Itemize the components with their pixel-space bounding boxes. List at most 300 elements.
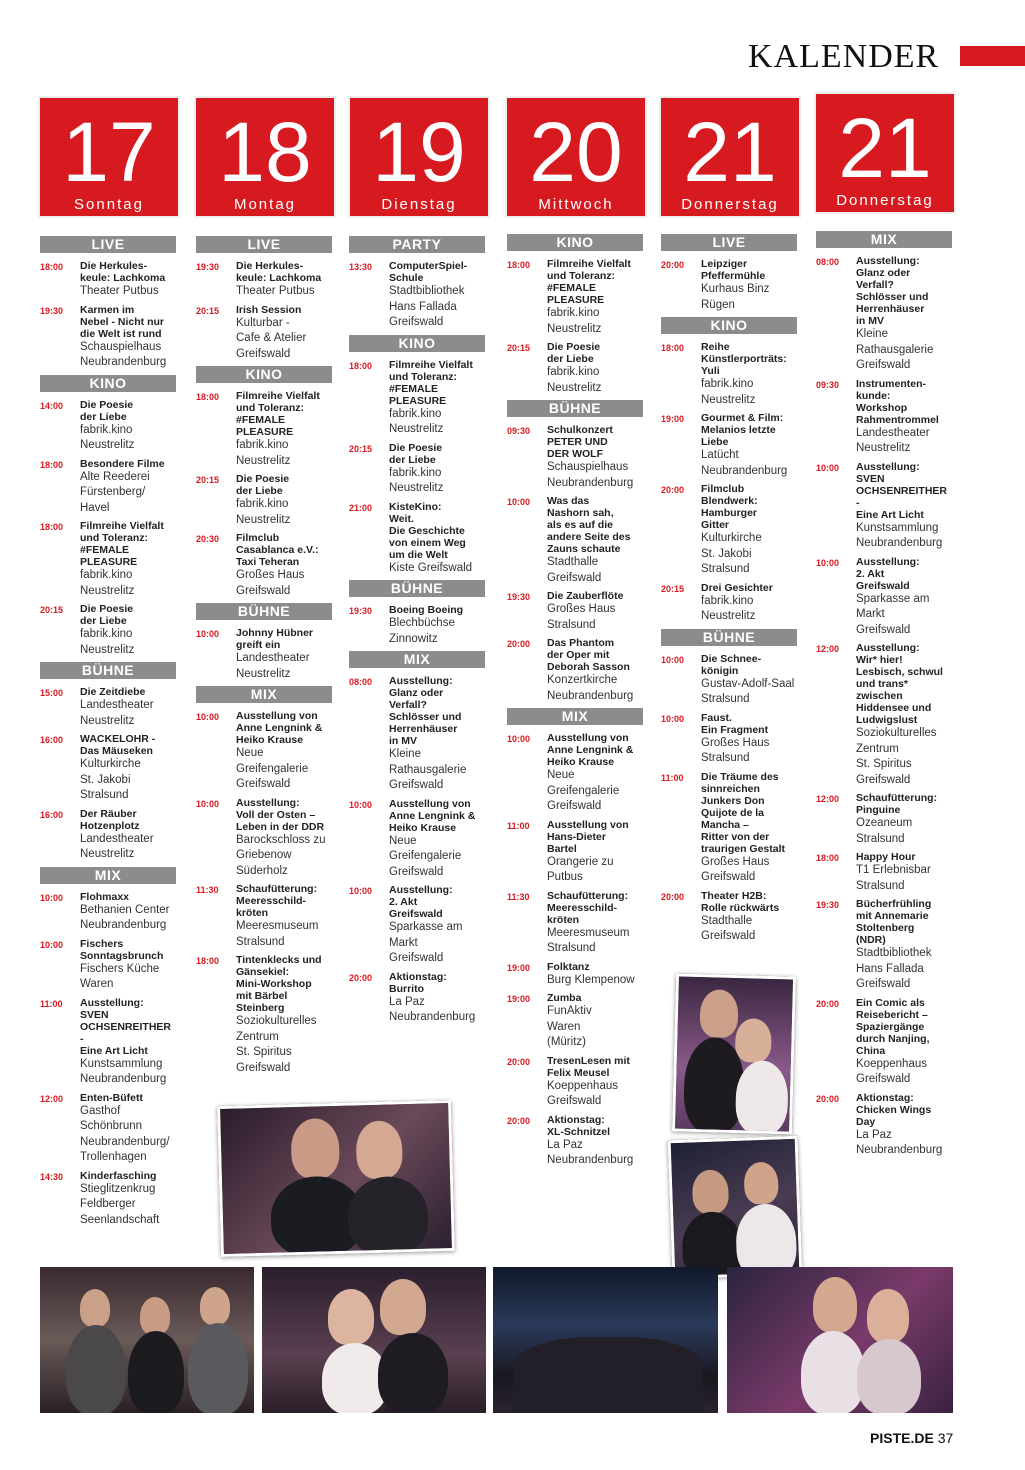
category-header: KINO [661,317,797,334]
event-time: 10:00 [507,734,531,744]
event-title: Boeing Boeing [389,604,464,616]
event-body [236,304,332,363]
event-time: 11:30 [507,891,530,902]
event-body [389,798,485,881]
event-time: 12:00 [40,1093,64,1104]
event-body [547,890,643,957]
date-number: 20 [529,105,623,199]
event-time: 08:00 [816,257,840,267]
event-title: Die Poesie der Liebe [80,603,134,627]
event-time: 20:30 [196,534,220,544]
event-item [507,495,643,586]
event-body [856,997,952,1088]
event-time: 10:00 [661,654,685,665]
event-title: Besondere Filme [80,457,165,470]
event-body [389,884,485,967]
date-number: 17 [62,105,156,199]
event-title: Filmreihe Vielfalt und Toleranz: #FEMALE PLEASURE [389,358,473,407]
event-title: Reihe Künstlerporträts: Yuli [701,341,787,377]
date-number: 21 [838,101,932,195]
event-item [816,851,952,894]
event-item [507,424,643,491]
event-title: Ausstellung: 2. Akt Greifswald [389,884,453,920]
event-time: 20:15 [196,305,220,316]
event-title: Faust. Ein Fragment [701,711,769,736]
event-time: 19:30 [196,262,220,272]
event-title: Ausstellung von Anne Lengnink & Heiko Krause [547,732,634,768]
event-item [196,260,332,300]
party-photo-2 [672,973,796,1134]
date-box-2 [196,98,334,216]
event-body [547,1114,643,1169]
day-column-thursday [661,232,797,949]
category-header: KINO [40,375,176,392]
event-location: fabrik.kino Neustrelitz [80,628,135,656]
event-title: Leipziger Pfeffermühle [701,258,766,282]
event-item [816,1092,952,1159]
event-title: WACKELOHR - Das Mäuseken [80,733,156,757]
event-time: 18:00 [196,956,220,966]
event-location: Stadthalle Greifswald [701,914,756,942]
event-body [701,653,797,708]
footer-page-number: 37 [937,1430,954,1446]
event-time: 19:00 [507,962,531,973]
event-item [349,884,485,967]
event-item [349,971,485,1026]
event-item [661,341,797,408]
date-weekday: Montag [233,196,297,213]
event-location: Kunstsammlung Neubrandenburg [856,521,943,549]
event-title: Gourmet & Film: Melanios letzte Liebe [701,412,784,448]
event-location: Barockschloss zu Griebenow Süderholz [236,833,326,877]
event-time: 10:00 [349,886,373,896]
event-location: Kulturkirche St. Jakobi Stralsund [701,532,762,575]
event-time: 19:30 [507,592,531,602]
event-body [236,532,332,599]
page-footer [870,1430,953,1446]
event-title: Die Poesie der Liebe [236,473,290,497]
event-time: 20:00 [661,485,685,495]
event-body [701,412,797,479]
event-location: Kiste Greifswald [389,561,473,574]
event-body [701,582,797,625]
category-header: MIX [196,686,332,703]
event-time: 10:00 [196,798,220,809]
event-item [816,642,952,788]
event-title: Johnny Hübner greift ein [236,627,314,651]
event-body [80,891,176,934]
event-title: Ausstellung: Wir* hier! Lesbisch, schwul und trans* zwischen Hiddensee und Ludwigslust [856,642,943,726]
event-item [816,898,952,993]
event-time: 20:00 [816,1093,840,1104]
event-title: Filmreihe Vielfalt und Toleranz: #FEMALE PLEASURE [236,390,320,438]
event-location: Stadthalle Greifswald [547,556,602,584]
event-time: 18:00 [40,262,64,272]
event-time: 18:00 [40,459,64,470]
event-title: Happy Hour [856,851,916,863]
day-column-wednesday [507,232,643,1173]
event-item [196,710,332,793]
event-body [856,792,952,847]
event-title: TresenLesen mit Felix Meusel [547,1054,630,1079]
event-body [547,590,643,633]
event-title: Ausstellung von Anne Lengnink & Heiko Krause [389,797,476,834]
event-title: Ausstellung von Hans-Dieter Bartel [547,818,629,855]
event-item [40,1092,176,1166]
event-item [661,258,797,313]
event-time: 09:30 [507,426,531,436]
event-item [40,1170,176,1229]
event-body [80,603,176,658]
event-item [507,590,643,633]
event-time: 10:00 [816,557,840,568]
event-body [856,255,952,374]
event-location: Theater Putbus [80,285,159,297]
event-item [40,686,176,729]
event-time: 14:30 [40,1171,64,1182]
event-location: Koeppenhaus Greifswald [547,1079,618,1107]
event-location: fabrik.kino Neustrelitz [547,366,602,394]
event-title: Ausstellung: SVEN OCHSENREITHER - Eine Art Licht [856,460,948,521]
event-title: Folktanz [547,960,590,973]
event-item [816,997,952,1088]
event-location: Stadtbibliothek Hans Fallada Greifswald [856,947,932,990]
event-time: 18:00 [349,360,373,371]
event-time: 10:00 [816,462,840,473]
event-location: FunAktiv Waren (Müritz) [547,1005,592,1048]
event-title: Tintenklecks und Gänsekiel: Mini-Workshop mit Bärbel Steinberg [236,954,322,1014]
event-item [40,520,176,599]
event-title: Aktionstag: Burrito [389,970,447,995]
event-item [507,890,643,957]
party-photo-6 [493,1267,718,1413]
date-weekday: Donnerstag [681,196,779,213]
event-time: 20:15 [349,443,373,454]
category-header: MIX [507,708,643,725]
event-location: fabrik.kino Neustrelitz [80,423,135,451]
event-location: fabrik.kino Neustrelitz [701,378,756,406]
event-location: fabrik.kino Neustrelitz [80,569,135,597]
event-title: Enten-Büfett [80,1091,143,1104]
event-time: 10:00 [661,713,685,724]
event-item [349,675,485,794]
event-title: Die Zeitdiebe [80,686,146,698]
event-location: fabrik.kino Neustrelitz [389,466,444,494]
event-body [389,442,485,497]
event-time: 12:00 [816,644,840,654]
event-body [80,399,176,454]
event-title: ComputerSpiel- Schule [389,260,468,284]
category-header: MIX [40,867,176,884]
event-location: Soziokulturelles Zentrum St. Spiritus Greifswald [856,727,937,786]
event-title: Schaufütterung: Meeresschild- kröten [547,889,629,926]
event-location: Landestheater Neustrelitz [236,652,310,680]
event-title: Bücherfrühling mit Annemarie Stoltenberg (NDR) [856,898,932,946]
event-location: Gasthof Schönbrunn Neubrandenburg/ Trollenhagen [80,1104,170,1163]
event-location: Soziokulturelles Zentrum St. Spiritus Greifswald [236,1015,317,1074]
event-location: Fischers Küche Waren [80,962,160,990]
event-location: Neue Greifengalerie Greifswald [389,834,462,878]
event-body [701,341,797,408]
event-location: Theater Putbus [236,285,315,297]
event-title: Ausstellung: 2. Akt Greifswald [856,555,920,592]
date-weekday: Sonntag [74,196,144,213]
event-item [196,954,332,1076]
event-location: Gustav-Adolf-Saal Stralsund [701,677,795,705]
category-header: BÜHNE [661,629,797,646]
event-item [349,359,485,438]
event-item [349,798,485,881]
event-item [349,604,485,647]
party-photo-7 [727,1267,953,1413]
event-time: 20:15 [507,343,531,353]
event-location: Blechbüchse Zinnowitz [389,617,455,645]
event-title: Die Poesie der Liebe [389,441,443,466]
event-location: Landestheater Neustrelitz [80,832,154,860]
event-time: 20:15 [661,583,685,594]
party-photo-4 [40,1267,254,1413]
event-location: Latücht Neubrandenburg [701,449,788,477]
event-location: Kulturbar - Cafe & Atelier Greifswald [236,316,307,360]
event-title: Ausstellung: Glanz oder Verfall? Schlösser und Herrenhäuser in MV [389,675,462,747]
event-location: Großes Haus Stralsund [701,736,770,764]
event-body [547,992,643,1051]
category-header: LIVE [40,236,176,253]
event-item [40,304,176,371]
event-time: 11:30 [196,885,219,895]
event-item [507,961,643,989]
event-location: Landestheater Neustrelitz [80,699,154,727]
event-time: 10:00 [40,892,64,903]
event-body [389,501,485,577]
event-item [196,390,332,469]
event-location: Landestheater Neustrelitz [856,426,930,454]
event-title: Schulkonzert PETER UND DER WOLF [547,424,613,460]
event-time: 18:00 [661,343,685,353]
event-time: 20:00 [816,998,840,1009]
event-location: Neue Greifengalerie Greifswald [236,747,309,790]
event-body [80,1092,176,1166]
event-title: Ausstellung: SVEN OCHSENREITHER - Eine Art Licht [80,996,172,1057]
event-item [40,808,176,863]
event-item [507,637,643,704]
event-item [349,260,485,331]
event-body [547,961,643,989]
event-item [196,797,332,880]
event-body [236,627,332,682]
event-location: Großes Haus Stralsund [547,603,616,631]
event-location: La Paz Neubrandenburg [547,1138,634,1166]
event-body [547,637,643,704]
event-body [80,458,176,517]
event-time: 21:00 [349,502,373,513]
event-body [701,483,797,578]
event-body [236,473,332,528]
event-item [661,712,797,767]
event-title: Flohmaxx [80,890,130,903]
event-location: Meeresmuseum Stralsund [236,920,319,948]
event-location: Burg Klempenow [547,973,635,986]
category-header: MIX [816,231,952,248]
event-item [661,653,797,708]
date-box-5 [661,98,799,216]
event-body [80,733,176,804]
event-location: Orangerie zu Putbus [547,855,614,883]
event-item [40,938,176,993]
event-time: 12:00 [816,794,840,804]
event-title: Die Träume des sinnreichen Junkers Don Quijote de la Mancha – Ritter von der traurigen Gestalt [701,770,786,855]
date-weekday: Mittwoch [538,196,614,213]
event-body [547,258,643,337]
event-title: Ausstellung: Glanz oder Verfall? Schlösser und Herrenhäuser in MV [856,255,929,327]
header-accent-bar [960,46,1025,66]
event-location: Alte Reederei Fürstenberg/ Havel [80,470,150,514]
event-time: 18:00 [507,260,531,270]
event-item [40,603,176,658]
event-body [856,378,952,457]
event-item [661,771,797,886]
date-number: 19 [372,105,466,199]
event-item [661,890,797,945]
event-body [389,359,485,438]
event-item [507,258,643,337]
event-body [80,808,176,863]
event-time: 11:00 [507,820,530,831]
event-location: La Paz Neubrandenburg [856,1128,943,1156]
event-time: 19:30 [349,606,373,616]
event-location: Großes Haus Greifswald [236,569,305,597]
event-item [507,992,643,1051]
party-photo-3 [668,1136,803,1279]
event-item [816,556,952,639]
event-location: Stadtbibliothek Hans Fallada Greifswald [389,285,465,328]
category-header: MIX [349,651,485,668]
event-location: La Paz Neubrandenburg [389,995,476,1023]
event-item [40,997,176,1088]
event-body [856,898,952,993]
event-time: 16:00 [40,735,64,745]
category-header: LIVE [661,234,797,251]
event-title: Drei Gesichter [701,581,773,594]
event-item [349,501,485,577]
event-body [701,890,797,945]
event-item [196,304,332,363]
event-location: Konzertkirche Neubrandenburg [547,674,634,702]
event-title: Zumba [547,992,582,1004]
event-time: 20:00 [507,1056,531,1067]
event-time: 10:00 [196,629,220,639]
event-location: Ozeaneum Stralsund [856,817,913,845]
event-time: 20:00 [661,891,685,902]
event-item [40,399,176,454]
category-header: BÜHNE [349,580,485,597]
event-item [816,255,952,374]
event-time: 20:00 [507,639,531,649]
event-time: 20:00 [661,260,685,270]
event-location: Meeresmuseum Stralsund [547,926,630,954]
event-location: Kleine Rathausgalerie Greifswald [856,328,934,371]
event-item [196,473,332,528]
event-title: Theater H2B: Rolle rückwärts [701,889,780,914]
event-body [80,997,176,1088]
event-body [547,819,643,886]
event-item [507,732,643,815]
event-body [80,1170,176,1229]
event-item [40,733,176,804]
event-title: Fischers Sonntagsbrunch [80,937,164,962]
event-location: Sparkasse am Markt Greifswald [856,592,930,636]
event-item [661,412,797,479]
event-body [236,797,332,880]
category-header: KINO [196,366,332,383]
event-body [236,954,332,1076]
event-item [40,458,176,517]
event-title: Aktionstag: XL-Schnitzel [547,1113,611,1138]
event-time: 18:00 [196,392,220,402]
event-title: Filmclub Casablanca e.V.: Taxi Teheran [236,532,319,568]
event-item [40,891,176,934]
event-title: Was das Nashorn sah, als es auf die andere Seite des Zauns schaute [547,495,631,555]
event-time: 19:30 [816,900,840,910]
event-body [80,686,176,729]
event-title: Kinderfasching [80,1169,157,1182]
event-time: 11:00 [661,772,684,783]
event-time: 13:30 [349,262,373,272]
event-body [547,495,643,586]
event-item [816,792,952,847]
event-title: Ausstellung von Anne Lengnink & Heiko Krause [236,710,323,746]
event-body [701,712,797,767]
event-location: Kurhaus Binz Rügen [701,283,770,311]
date-box-4 [507,98,645,216]
event-item [507,341,643,396]
event-item [816,378,952,457]
category-header: KINO [349,335,485,352]
day-column-sunday [40,234,176,1232]
event-title: Irish Session [236,303,302,316]
event-location: fabrik.kino Neustrelitz [389,407,444,435]
date-weekday: Donnerstag [836,192,934,209]
event-body [236,710,332,793]
date-number: 21 [683,105,777,199]
category-header: PARTY [349,236,485,253]
event-item [816,461,952,552]
category-header: KINO [507,234,643,251]
event-body [80,260,176,300]
event-title: KisteKino: Weit. Die Geschichte von einem Weg um die Welt [389,500,466,561]
event-item [507,1055,643,1110]
event-item [507,819,643,886]
event-body [389,675,485,794]
event-item [40,260,176,300]
event-item [661,483,797,578]
event-body [547,732,643,815]
footer-site: PISTE.DE [870,1430,934,1446]
event-body [80,304,176,371]
event-location: Schauspielhaus Neubrandenburg [547,461,634,489]
event-location: T1 Erlebnisbar Stralsund [856,864,931,892]
event-title: Schaufütterung: Pinguine [856,792,938,816]
event-location: Schauspielhaus Neubrandenburg [80,340,167,368]
event-location: Kleine Rathausgalerie Greifswald [389,748,467,791]
event-title: Ausstellung: Voll der Osten – Leben in der DDR [236,796,325,833]
date-box-1 [40,98,178,216]
event-title: Die Poesie der Liebe [547,341,601,365]
event-title: Der Räuber Hotzenplotz [80,807,140,832]
event-body [856,461,952,552]
event-time: 08:00 [349,677,373,687]
event-location: Kulturkirche St. Jakobi Stralsund [80,758,141,801]
